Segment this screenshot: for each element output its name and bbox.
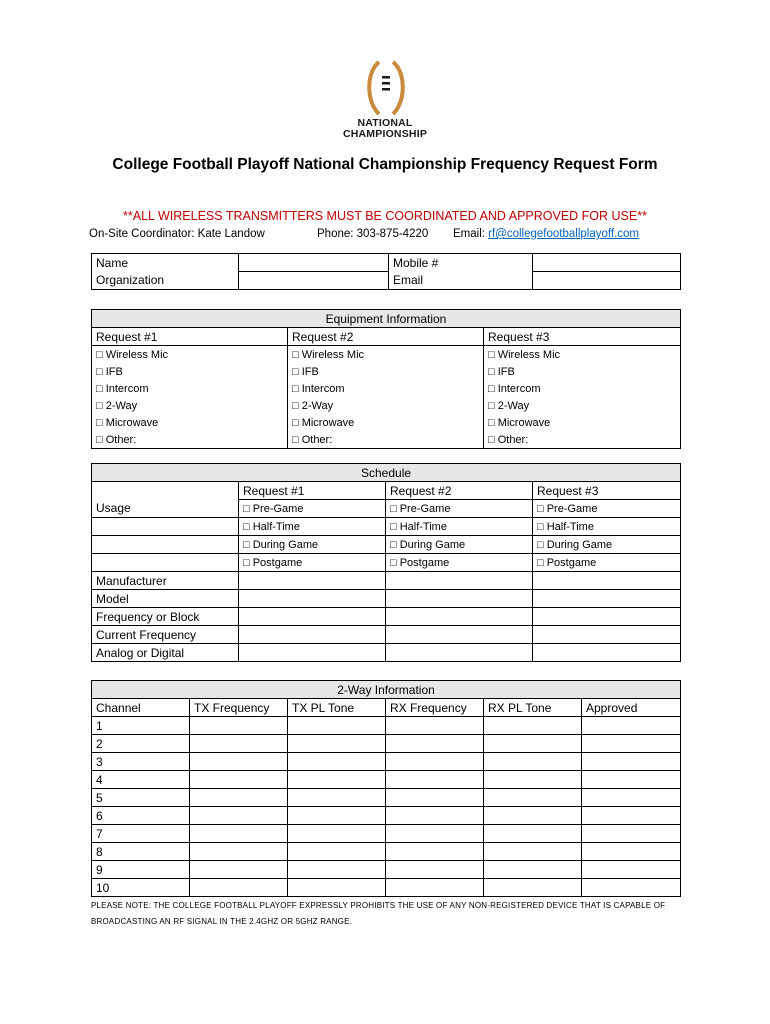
rx-frequency-cell[interactable]: [386, 843, 484, 861]
table-row: [92, 843, 681, 861]
frequency-block-field[interactable]: [533, 608, 681, 626]
model-field[interactable]: [239, 590, 386, 608]
usage-option-checkbox[interactable]: □ Pre-Game: [533, 500, 681, 518]
model-field[interactable]: [533, 590, 681, 608]
equipment-option-checkbox[interactable]: □ Intercom: [92, 380, 288, 397]
approved-cell[interactable]: [582, 717, 681, 735]
tx-pl-tone-cell[interactable]: [288, 789, 386, 807]
rx-pl-tone-cell[interactable]: [484, 843, 582, 861]
rx-frequency-cell[interactable]: [386, 807, 484, 825]
usage-option-checkbox[interactable]: □ Pre-Game: [386, 500, 533, 518]
organization-label: Organization: [92, 272, 239, 290]
rx-frequency-cell[interactable]: [386, 825, 484, 843]
equipment-option-checkbox[interactable]: □ 2-Way: [288, 397, 484, 414]
usage-option-checkbox[interactable]: □ Half-Time: [533, 518, 681, 536]
channel-number: 5: [92, 789, 190, 807]
column-header-channel: Channel: [92, 699, 190, 717]
tx-pl-tone-cell[interactable]: [288, 879, 386, 897]
channel-number: 3: [92, 753, 190, 771]
warning-banner: **ALL WIRELESS TRANSMITTERS MUST BE COORDINATED AND APPROVED FOR USE**: [123, 209, 647, 223]
model-field[interactable]: [386, 590, 533, 608]
channel-number: 1: [92, 717, 190, 735]
rx-pl-tone-cell[interactable]: [484, 879, 582, 897]
table-row: [92, 789, 681, 807]
equipment-option-checkbox[interactable]: □ IFB: [484, 363, 681, 380]
coordinator-text: On-Site Coordinator: Kate Landow: [89, 228, 265, 240]
schedule-title: Schedule: [92, 464, 681, 482]
manufacturer-field[interactable]: [386, 572, 533, 590]
email-field-label: Email: [389, 272, 533, 290]
channel-number: 2: [92, 735, 190, 753]
channel-number: 9: [92, 861, 190, 879]
approved-cell[interactable]: [582, 879, 681, 897]
organization-field[interactable]: [239, 272, 389, 290]
tx-frequency-cell[interactable]: [190, 843, 288, 861]
tx-frequency-cell[interactable]: [190, 861, 288, 879]
usage-option-checkbox[interactable]: □ During Game: [533, 536, 681, 554]
approved-cell[interactable]: [582, 771, 681, 789]
usage-spacer: [92, 518, 239, 536]
rx-frequency-cell[interactable]: [386, 789, 484, 807]
tx-frequency-cell[interactable]: [190, 879, 288, 897]
frequency-block-field[interactable]: [239, 608, 386, 626]
logo-wordmark: [330, 118, 440, 140]
email-line: [453, 228, 639, 240]
equipment-option-checkbox[interactable]: □ Intercom: [288, 380, 484, 397]
tx-pl-tone-cell[interactable]: [288, 825, 386, 843]
page-title: College Football Playoff National Championship Frequency Request Form: [112, 156, 658, 173]
tx-frequency-cell[interactable]: [190, 717, 288, 735]
frequency-block-field[interactable]: [386, 608, 533, 626]
rx-pl-tone-cell[interactable]: [484, 789, 582, 807]
equipment-request-2: Request #2: [288, 328, 484, 346]
logo-line-1: NATIONAL: [357, 117, 413, 129]
rx-pl-tone-cell[interactable]: [484, 861, 582, 879]
equipment-option-checkbox[interactable]: □ Wireless Mic: [484, 346, 681, 364]
analog-digital-field[interactable]: [386, 644, 533, 662]
email-label: Email:: [453, 228, 489, 240]
rx-frequency-cell[interactable]: [386, 717, 484, 735]
rx-pl-tone-cell[interactable]: [484, 825, 582, 843]
contact-info-table: [91, 253, 681, 290]
current-frequency-label: Current Frequency: [92, 626, 239, 644]
channel-number: 6: [92, 807, 190, 825]
tx-pl-tone-cell[interactable]: [288, 717, 386, 735]
equipment-option-checkbox[interactable]: □ IFB: [288, 363, 484, 380]
usage-option-checkbox[interactable]: □ Postgame: [386, 554, 533, 572]
rx-frequency-cell[interactable]: [386, 735, 484, 753]
usage-spacer: [92, 536, 239, 554]
tx-pl-tone-cell[interactable]: [288, 843, 386, 861]
rx-pl-tone-cell[interactable]: [484, 717, 582, 735]
column-header-approved: Approved: [582, 699, 681, 717]
frequency-block-label: Frequency or Block: [92, 608, 239, 626]
equipment-option-checkbox[interactable]: □ Intercom: [484, 380, 681, 397]
schedule-table: [91, 463, 681, 662]
name-label: Name: [92, 254, 239, 272]
equipment-option-checkbox[interactable]: □ Other:: [288, 431, 484, 449]
tx-frequency-cell[interactable]: [190, 807, 288, 825]
usage-option-checkbox[interactable]: □ Half-Time: [386, 518, 533, 536]
schedule-request-3: Request #3: [533, 482, 681, 500]
tx-frequency-cell[interactable]: [190, 789, 288, 807]
approved-cell[interactable]: [582, 807, 681, 825]
approved-cell[interactable]: [582, 843, 681, 861]
rx-pl-tone-cell[interactable]: [484, 807, 582, 825]
column-header-rx-pl-tone: RX PL Tone: [484, 699, 582, 717]
two-way-title: 2-Way Information: [92, 681, 681, 699]
usage-label: Usage: [92, 500, 239, 518]
usage-option-checkbox[interactable]: □ During Game: [386, 536, 533, 554]
approved-cell[interactable]: [582, 735, 681, 753]
equipment-request-1: Request #1: [92, 328, 288, 346]
tx-frequency-cell[interactable]: [190, 825, 288, 843]
channel-number: 4: [92, 771, 190, 789]
rx-frequency-cell[interactable]: [386, 879, 484, 897]
manufacturer-field[interactable]: [239, 572, 386, 590]
equipment-option-checkbox[interactable]: □ IFB: [92, 363, 288, 380]
channel-number: 7: [92, 825, 190, 843]
usage-option-checkbox[interactable]: □ Postgame: [533, 554, 681, 572]
channel-number: 8: [92, 843, 190, 861]
current-frequency-field[interactable]: [239, 626, 386, 644]
equipment-table: [91, 309, 681, 449]
equipment-option-checkbox[interactable]: □ Microwave: [484, 414, 681, 431]
table-row: [92, 753, 681, 771]
model-label: Model: [92, 590, 239, 608]
tx-pl-tone-cell[interactable]: [288, 807, 386, 825]
table-row: [92, 735, 681, 753]
analog-digital-label: Analog or Digital: [92, 644, 239, 662]
tx-pl-tone-cell[interactable]: [288, 753, 386, 771]
email-field[interactable]: [533, 272, 681, 290]
tx-pl-tone-cell[interactable]: [288, 861, 386, 879]
email-link[interactable]: rf@collegefootballplayoff.com: [488, 228, 639, 240]
tx-frequency-cell[interactable]: [190, 771, 288, 789]
tx-frequency-cell[interactable]: [190, 735, 288, 753]
usage-option-checkbox[interactable]: □ During Game: [239, 536, 386, 554]
equipment-option-checkbox[interactable]: □ 2-Way: [484, 397, 681, 414]
equipment-option-checkbox[interactable]: □ Other:: [484, 431, 681, 449]
rx-pl-tone-cell[interactable]: [484, 735, 582, 753]
channel-number: 10: [92, 879, 190, 897]
approved-cell[interactable]: [582, 753, 681, 771]
table-row: [92, 879, 681, 897]
schedule-request-2: Request #2: [386, 482, 533, 500]
column-header-rx-frequency: RX Frequency: [386, 699, 484, 717]
current-frequency-field[interactable]: [386, 626, 533, 644]
logo-line-2: CHAMPIONSHIP: [342, 128, 428, 140]
analog-digital-field[interactable]: [533, 644, 681, 662]
rx-frequency-cell[interactable]: [386, 753, 484, 771]
rx-frequency-cell[interactable]: [386, 861, 484, 879]
analog-digital-field[interactable]: [239, 644, 386, 662]
approved-cell[interactable]: [582, 861, 681, 879]
equipment-request-3: Request #3: [484, 328, 681, 346]
table-row: [92, 861, 681, 879]
mobile-field[interactable]: [533, 254, 681, 272]
usage-option-checkbox[interactable]: □ Postgame: [239, 554, 386, 572]
tx-frequency-cell[interactable]: [190, 753, 288, 771]
equipment-title: Equipment Information: [92, 310, 681, 328]
current-frequency-field[interactable]: [533, 626, 681, 644]
table-row: [92, 717, 681, 735]
phone-text: Phone: 303-875-4220: [317, 228, 429, 240]
table-row: [92, 807, 681, 825]
column-header-tx-frequency: TX Frequency: [190, 699, 288, 717]
table-row: [92, 771, 681, 789]
usage-spacer: [92, 554, 239, 572]
equipment-option-checkbox[interactable]: □ Wireless Mic: [288, 346, 484, 364]
rx-frequency-cell[interactable]: [386, 771, 484, 789]
manufacturer-field[interactable]: [533, 572, 681, 590]
usage-option-checkbox[interactable]: □ Pre-Game: [239, 500, 386, 518]
tx-pl-tone-cell[interactable]: [288, 735, 386, 753]
manufacturer-label: Manufacturer: [92, 572, 239, 590]
tx-pl-tone-cell[interactable]: [288, 771, 386, 789]
table-row: [92, 825, 681, 843]
rx-pl-tone-cell[interactable]: [484, 771, 582, 789]
usage-option-checkbox[interactable]: □ Half-Time: [239, 518, 386, 536]
approved-cell[interactable]: [582, 789, 681, 807]
two-way-table: [91, 680, 681, 897]
rx-pl-tone-cell[interactable]: [484, 753, 582, 771]
mobile-label: Mobile #: [389, 254, 533, 272]
column-header-tx-pl-tone: TX PL Tone: [288, 699, 386, 717]
equipment-option-checkbox[interactable]: □ Wireless Mic: [92, 346, 288, 364]
approved-cell[interactable]: [582, 825, 681, 843]
equipment-option-checkbox[interactable]: □ 2-Way: [92, 397, 288, 414]
schedule-request-1: Request #1: [239, 482, 386, 500]
equipment-option-checkbox[interactable]: □ Microwave: [92, 414, 288, 431]
name-field[interactable]: [239, 254, 389, 272]
schedule-blank-header: [92, 482, 239, 500]
disclaimer-note: PLEASE NOTE: THE COLLEGE FOOTBALL PLAYOFF EXPRESSLY PROHIBITS THE USE OF ANY NON-REGISTERED DEVICE THAT IS CAPABLE OF BROADCASTING AN RF SIGNAL IN THE 2.4GHZ OR 5GHZ RANGE.: [91, 901, 666, 926]
equipment-option-checkbox[interactable]: □ Microwave: [288, 414, 484, 431]
equipment-option-checkbox[interactable]: □ Other:: [92, 431, 288, 449]
